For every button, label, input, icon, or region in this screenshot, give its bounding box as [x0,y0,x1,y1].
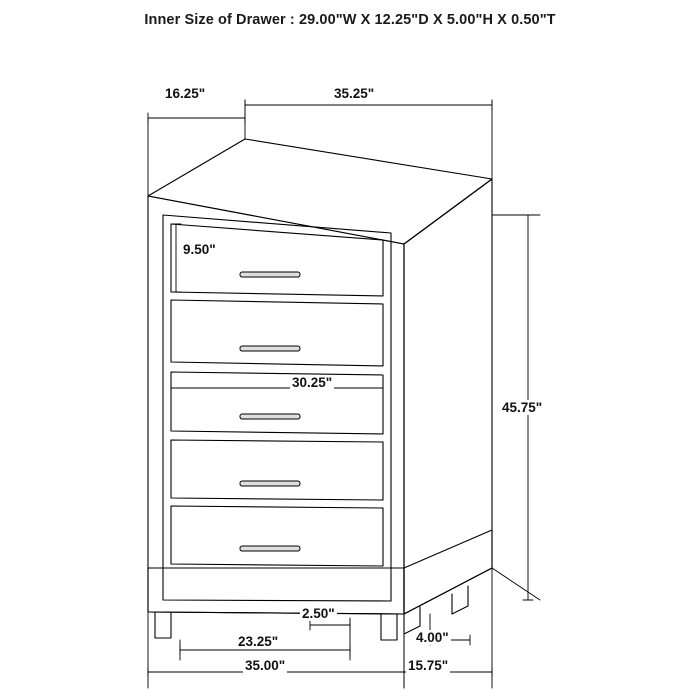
dim-label-foot-height: 4.00" [416,630,449,645]
dim-label-overall-height: 45.75" [502,400,543,415]
dim-label-width-top: 35.25" [334,86,375,101]
dim-label-overall-width: 35.00" [245,658,286,673]
dim-label-overall-depth: 15.75" [408,658,449,673]
dim-label-drawer-front-height: 9.50" [183,242,216,257]
drawer-handles [240,272,300,551]
dim-label-base-width: 23.25" [238,634,279,649]
dim-label-base-inset-front: 2.50" [302,606,335,621]
base-plinth [148,530,492,640]
ext-right-lower [492,568,540,600]
dim-label-depth-top: 16.25" [165,86,206,101]
page-title: Inner Size of Drawer : 29.00"W X 12.25"D X 5.00"H X 0.50"T [144,12,556,28]
dim-label-drawer-front-width: 30.25" [292,375,333,390]
